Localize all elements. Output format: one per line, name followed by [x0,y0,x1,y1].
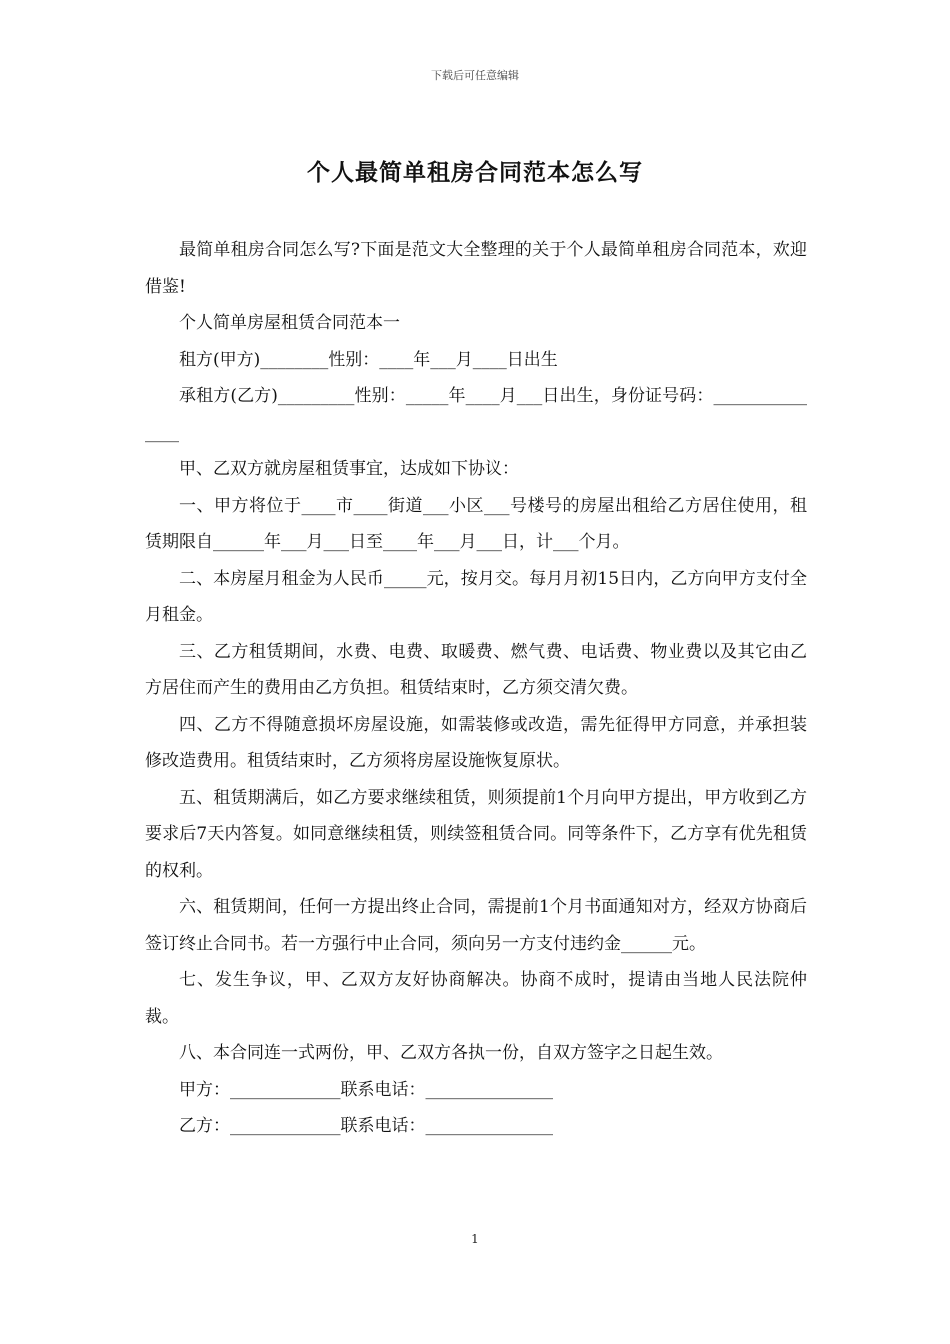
clause-3: 三、乙方租赁期间，水费、电费、取暖费、燃气费、电话费、物业费以及其它由乙方居住而产生的费用由乙方负担。租赁结束时，乙方须交清欠费。 [145,641,807,698]
clause-7: 七、发生争议，甲、乙双方友好协商解决。协商不成时，提请由当地人民法院仲裁。 [145,970,807,1027]
clause-4: 四、乙方不得随意损坏房屋设施，如需装修或改造，需先征得甲方同意，并承担装修改造费用。租赁结束时，乙方须将房屋设施恢复原状。 [145,714,807,771]
clause-2: 二、本房屋月租金为人民币_____元，按月交。每月月初15日内，乙方向甲方支付全月租金。 [145,568,807,625]
document-title: 个人最简单租房合同范本怎么写 [307,159,643,186]
document-body [145,232,807,1145]
page-number: 1 [471,1232,479,1246]
intro-paragraph: 最简单租房合同怎么写?下面是范文大全整理的关于个人最简单租房合同范本，欢迎借鉴! [145,240,807,297]
section-heading: 个人简单房屋租赁合同范本一 [179,313,400,333]
header-note: 下载后可任意编辑 [431,69,519,82]
party-b-line: 承租方(乙方)_________性别：_____年____月___日出生，身份证号码：_______________ [145,386,807,443]
clause-8: 八、本合同连一式两份，甲、乙双方各执一份，自双方签字之日起生效。 [179,1043,723,1063]
clause-6: 六、租赁期间，任何一方提出终止合同，需提前1个月书面通知对方，经双方协商后签订终止合同书。若一方强行中止合同，须向另一方支付违约金______元。 [145,897,807,954]
agreement-intro: 甲、乙双方就房屋租赁事宜，达成如下协议： [179,459,519,479]
clause-5: 五、租赁期满后，如乙方要求继续租赁，则须提前1个月向甲方提出，甲方收到乙方要求后7天内答复。如同意继续租赁，则续签租赁合同。同等条件下，乙方享有优先租赁的权利。 [145,787,807,881]
signature-party-b: 乙方：_____________联系电话：_______________ [179,1116,553,1136]
party-a-line: 租方(甲方)________性别：____年___月____日出生 [179,349,558,370]
signature-party-a: 甲方：_____________联系电话：_______________ [179,1079,553,1100]
clause-1: 一、甲方将位于____市____街道___小区___号楼号的房屋出租给乙方居住使用，租赁期限自______年___月___日至____年___月___日，计___个月。 [145,495,807,552]
